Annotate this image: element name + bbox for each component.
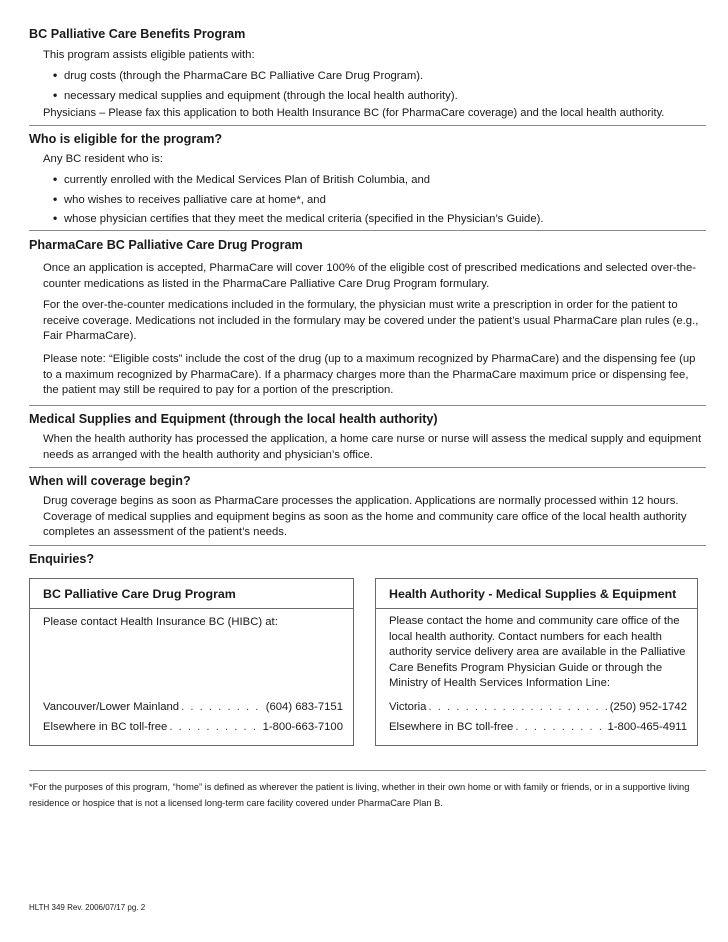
supplies-paragraph: When the health authority has processed the application, a home care nurse or nurse will assess the medical supply and equipment needs as arranged with the health authority and physician’s office. bbox=[43, 433, 702, 461]
phone-number: (250) 952-1742 bbox=[609, 701, 687, 713]
phone-number: 1-800-663-7100 bbox=[262, 721, 343, 733]
enquiries-heading: Enquiries? bbox=[29, 552, 95, 566]
drug-program-heading: PharmaCare BC Palliative Care Drug Program bbox=[29, 238, 303, 252]
phone-line bbox=[43, 699, 343, 715]
phone-number: (604) 683-7151 bbox=[265, 701, 343, 713]
box-divider bbox=[376, 608, 697, 609]
drug-program-paragraph: Please note: “Eligible costs” include the cost of the drug (up to a maximum recognized by PharmaCare) and the dispensing fee (up to a maximum recognized by PharmaCare). If a pharmacy charges more than the PharmaCare maximum price or dispensing fee, the patient may still be required to pay for a portion of the prescription. bbox=[43, 353, 696, 396]
benefits-bullet: • drug costs (through the PharmaCare BC Palliative Care Drug Program). bbox=[53, 68, 424, 82]
dot-leader bbox=[515, 719, 605, 735]
coverage-section bbox=[29, 473, 706, 489]
phone-line bbox=[389, 719, 687, 735]
form-footer: HLTH 349 Rev. 2006/07/17 pg. 2 bbox=[29, 903, 146, 912]
health-authority-box-title: Health Authority - Medical Supplies & Equipment bbox=[389, 587, 677, 601]
drug-program-paragraph: For the over-the-counter medications included in the formulary, the physician must write a prescription in order for the patient to receive coverage. Medications not included in the formulary may be covered under the patient’s usual PharmaCare plan rules (e.g., Fair PharmaCare). bbox=[43, 299, 699, 342]
phone-line bbox=[43, 719, 343, 735]
health-authority-contact-box bbox=[375, 578, 698, 746]
physicians-note: Physicians – Please fax this application to both Health Insurance BC (for PharmaCare coverage) and the local health authority. bbox=[43, 107, 665, 119]
section-divider bbox=[29, 467, 706, 468]
supplies-heading: Medical Supplies and Equipment (through the local health authority) bbox=[29, 412, 438, 426]
eligibility-bullet: • whose physician certifies that they meet the medical criteria (specified in the Physician’s Guide). bbox=[53, 211, 544, 225]
footnote-divider bbox=[29, 770, 706, 771]
coverage-paragraph: Drug coverage begins as soon as PharmaCare processes the application. Applications are normally processed within 12 hours. Coverage of medical supplies and equipment begins as soon as the home and community care office of the local health authority completes an assessment of the patient’s needs. bbox=[43, 495, 687, 538]
section-divider bbox=[29, 405, 706, 406]
drug-program-box-title: BC Palliative Care Drug Program bbox=[43, 587, 236, 601]
benefits-heading: BC Palliative Care Benefits Program bbox=[29, 27, 246, 41]
health-authority-phone-list bbox=[389, 699, 687, 735]
drug-program-box-body: Please contact Health Insurance BC (HIBC) at: bbox=[43, 616, 278, 628]
eligibility-section bbox=[29, 131, 706, 147]
benefits-section bbox=[29, 26, 706, 42]
drug-program-contact-box bbox=[29, 578, 354, 746]
dot-leader bbox=[428, 699, 607, 715]
eligibility-intro: Any BC resident who is: bbox=[43, 153, 163, 165]
box-divider bbox=[30, 608, 353, 609]
eligibility-bullet: • currently enrolled with the Medical Services Plan of British Columbia, and bbox=[53, 172, 431, 186]
coverage-heading: When will coverage begin? bbox=[29, 474, 191, 488]
section-divider bbox=[29, 125, 706, 126]
enquiries-section bbox=[29, 551, 706, 567]
phone-label: Victoria bbox=[389, 701, 427, 713]
section-divider bbox=[29, 230, 706, 231]
bullet-icon: • bbox=[53, 88, 58, 102]
bullet-icon: • bbox=[53, 192, 58, 206]
benefits-intro: This program assists eligible patients with: bbox=[43, 49, 255, 61]
health-authority-box-body: Please contact the home and community care office of the local health authority. Contact numbers for each health authority service delivery area are available in the Palliative Care Benefits Program Physician Guide or through the Ministry of Health Services Information Line: bbox=[389, 615, 686, 689]
eligibility-bullet: • who wishes to receives palliative care at home*, and bbox=[53, 192, 326, 206]
home-definition-footnote: *For the purposes of this program, “home” is defined as wherever the patient is living, whether in their own home or with family or friends, or in a supportive living residence or hospice that is not a licensed long-term care facility covered under PharmaCare Plan B. bbox=[29, 782, 690, 808]
bullet-icon: • bbox=[53, 172, 58, 186]
drug-program-section bbox=[29, 237, 706, 253]
bullet-icon: • bbox=[53, 68, 58, 82]
benefits-bullet: • necessary medical supplies and equipment (through the local health authority). bbox=[53, 88, 458, 102]
phone-label: Vancouver/Lower Mainland bbox=[43, 701, 180, 713]
phone-line bbox=[389, 699, 687, 715]
dot-leader bbox=[181, 699, 264, 715]
phone-label: Elsewhere in BC toll-free bbox=[43, 721, 168, 733]
phone-number: 1-800-465-4911 bbox=[607, 721, 687, 733]
bullet-icon: • bbox=[53, 211, 58, 225]
phone-label: Elsewhere in BC toll-free bbox=[389, 721, 514, 733]
dot-leader bbox=[169, 719, 260, 735]
drug-program-phone-list bbox=[43, 699, 343, 735]
drug-program-paragraph: Once an application is accepted, PharmaCare will cover 100% of the eligible cost of prescribed medications and selected over-the-counter medications as listed in the PharmaCare Palliative Care Drug Program formulary. bbox=[43, 262, 697, 290]
section-divider bbox=[29, 545, 706, 546]
eligibility-heading: Who is eligible for the program? bbox=[29, 132, 223, 146]
supplies-section bbox=[29, 411, 706, 427]
